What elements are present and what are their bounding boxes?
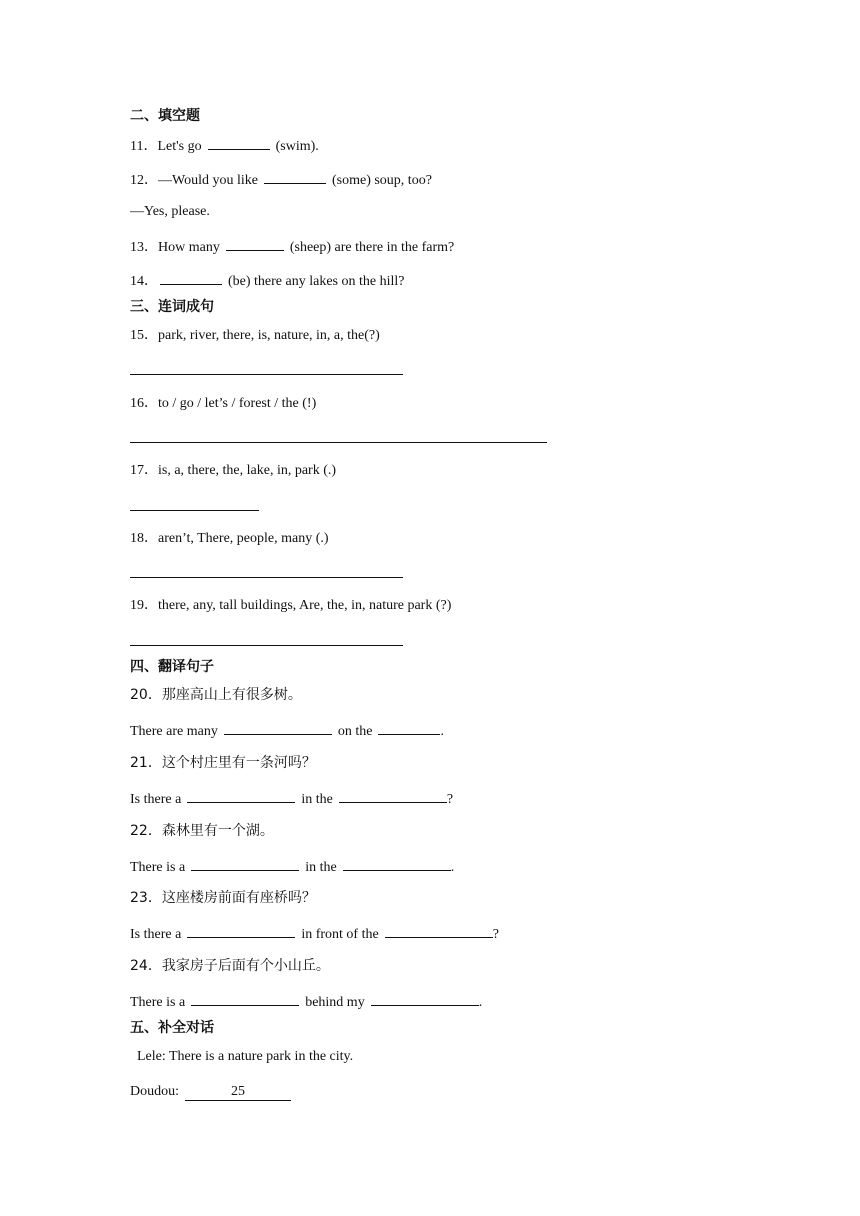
answer-blank[interactable]	[187, 924, 295, 938]
answer-blank[interactable]	[224, 721, 332, 735]
answer-blank[interactable]	[371, 992, 479, 1006]
question-16: 16．to / go / let’s / forest / the (!)	[130, 396, 317, 411]
answer-blank[interactable]	[191, 857, 299, 871]
speaker-label: Doudou:	[130, 1084, 179, 1099]
answer-blank[interactable]	[343, 857, 451, 871]
sentence-text: behind my	[305, 995, 365, 1010]
question-23-english	[130, 924, 499, 944]
question-text: 14．	[130, 274, 158, 289]
sentence-text: There is a	[130, 860, 186, 875]
sentence-text: Is there a	[130, 927, 182, 942]
section-heading-word-order: 三、连词成句	[130, 299, 214, 315]
question-22: 22．森林里有一个湖。	[130, 823, 274, 839]
question-23: 23．这座楼房前面有座桥吗？	[130, 890, 316, 906]
answer-blank[interactable]	[187, 789, 295, 803]
question-21: 21．这个村庄里有一条河吗？	[130, 755, 316, 771]
sentence-text: in front of the	[301, 927, 379, 942]
section-heading-translate: 四、翻译句子	[130, 659, 214, 675]
answer-blank[interactable]	[191, 992, 299, 1006]
question-text: (swim).	[275, 139, 319, 154]
question-20: 20．那座高山上有很多树。	[130, 687, 302, 703]
sentence-text: on the	[337, 724, 373, 739]
sentence-text: There are many	[130, 724, 218, 739]
question-text: 11．Let's go	[130, 139, 202, 154]
answer-blank[interactable]	[264, 170, 326, 184]
question-24-english	[130, 992, 482, 1012]
question-12-reply: —Yes, please.	[130, 204, 210, 219]
sentence-end: .	[440, 724, 444, 739]
answer-blank[interactable]	[160, 271, 222, 285]
question-text: 13．How many	[130, 240, 220, 255]
question-24: 24．我家房子后面有个小山丘。	[130, 958, 330, 974]
answer-blank[interactable]	[385, 924, 493, 938]
question-17: 17．is, a, there, the, lake, in, park (.)	[130, 463, 337, 478]
answer-blank[interactable]	[208, 136, 270, 150]
answer-line[interactable]	[130, 374, 403, 375]
question-11	[130, 136, 319, 156]
sentence-end: ?	[446, 792, 454, 807]
answer-line[interactable]	[130, 577, 403, 578]
sentence-end: ?	[492, 927, 499, 942]
question-22-english	[130, 857, 454, 877]
question-20-english	[130, 721, 444, 741]
answer-line[interactable]	[130, 510, 259, 511]
question-12	[130, 170, 432, 190]
sentence-end: .	[478, 995, 483, 1010]
dialogue-line-lele: Lele: There is a nature park in the city.	[137, 1049, 354, 1064]
question-19: 19．there, any, tall buildings, Are, the, in, nature park (?)	[130, 598, 452, 613]
sentence-text: Is there a	[130, 792, 182, 807]
question-text: 12．—Would you like	[130, 173, 258, 188]
question-18: 18．aren’t, There, people, many (.)	[130, 531, 329, 546]
question-14	[130, 271, 404, 291]
sentence-text: in the	[301, 792, 333, 807]
question-21-english	[130, 789, 453, 809]
answer-line[interactable]	[130, 442, 547, 443]
answer-blank[interactable]	[378, 721, 440, 735]
sentence-text: There is a	[130, 995, 186, 1010]
question-13	[130, 237, 454, 257]
section-heading-fill-blanks: 二、填空题	[130, 108, 200, 124]
question-15: 15．park, river, there, is, nature, in, a, the(?)	[130, 328, 380, 343]
question-text: (be) there any lakes on the hill?	[228, 274, 405, 289]
question-text: (sheep) are there in the farm?	[289, 240, 455, 255]
question-text: (some) soup, too?	[331, 173, 432, 188]
answer-blank-25[interactable]: 25	[185, 1084, 291, 1101]
dialogue-line-doudou	[130, 1083, 291, 1101]
answer-blank[interactable]	[226, 237, 284, 251]
sentence-text: in the	[305, 860, 337, 875]
answer-line[interactable]	[130, 645, 403, 646]
sentence-end: .	[450, 860, 455, 875]
section-heading-dialogue: 五、补全对话	[130, 1020, 214, 1036]
answer-blank[interactable]	[339, 789, 447, 803]
